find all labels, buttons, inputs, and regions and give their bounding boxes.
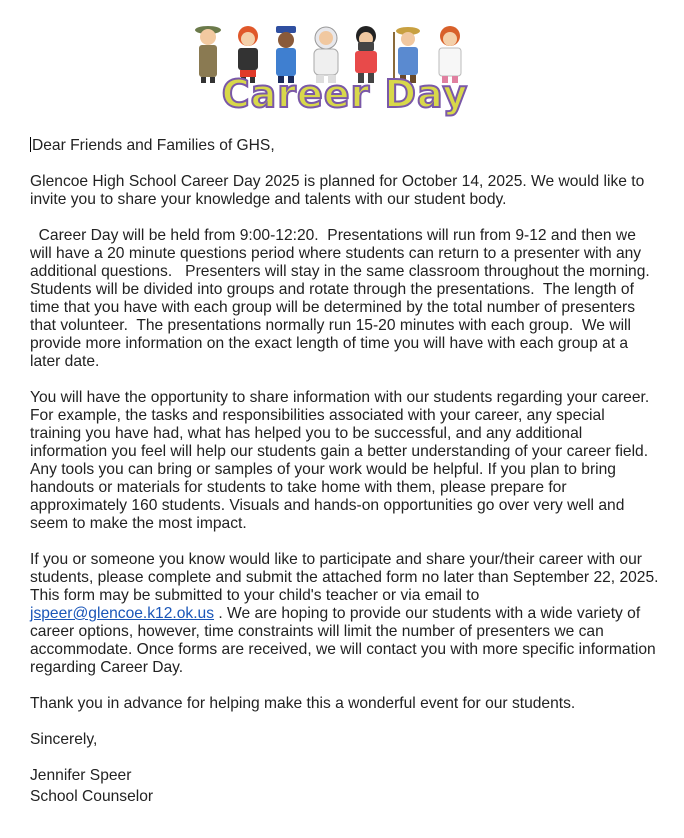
letter-body bbox=[30, 137, 660, 806]
signer-name: Jennifer Speer bbox=[30, 767, 132, 784]
closing: Sincerely, bbox=[30, 731, 98, 748]
detective-figure-icon bbox=[195, 26, 221, 83]
career-day-title: Career Day bbox=[221, 72, 469, 116]
paragraph-participation: If you or someone you know would like to participate and share your/their career with our students, please complete and submit the attached form no later than September 22, 2025. This form may be submitted to your child's teacher or via email to jspeer@glencoe.k12.ok.us . We are hoping to provide our students with a wide variety of career options, however, time constraints will limit the number of presenters we can accommodate. Once forms are received, we will contact you with more specific information regarding Career Day. bbox=[30, 551, 659, 676]
paragraph-opportunity: You will have the opportunity to share information with our students regarding your career. For example, the tasks and responsibilities associated with your career, any special training you have had, what has helped you to be successful, and any additional information you feel will help our students gain a better understanding of your career field. Any tools you can bring or samples of your work would be helpful. If you plan to bring handouts or materials for students to take home with them, please prepare for approximately 160 students. Visuals and hands-on opportunities go over very well and seem to make the most impact. bbox=[30, 389, 650, 532]
text-cursor bbox=[30, 137, 31, 152]
paragraph-intro: Glencoe High School Career Day 2025 is planned for October 14, 2025. We would like to invite you to share your knowledge and talents with our student body. bbox=[30, 173, 645, 208]
salutation: Dear Friends and Families of GHS, bbox=[32, 137, 275, 154]
email-link[interactable]: jspeer@glencoe.k12.ok.us bbox=[30, 605, 215, 622]
paragraph-schedule: Career Day will be held from 9:00-12:20. Presentations will run from 9-12 and then we will have a 20 minute questions period where students can return to a presenter with any additional questions. Presenters will stay in the same classroom throughout the morning. Students will be divided into groups and rotate through the presentations. The length of time that you have with each group will be determined by the total number of presenters that volunteer. The presentations normally run 15-20 minutes with each group. We will provide more information on the exact length of time you will have with each group at a later date. bbox=[30, 227, 659, 370]
signer-title: School Counselor bbox=[30, 788, 154, 805]
thanks-line: Thank you in advance for helping make this a wonderful event for our students. bbox=[30, 695, 576, 712]
header-banner bbox=[0, 0, 684, 130]
